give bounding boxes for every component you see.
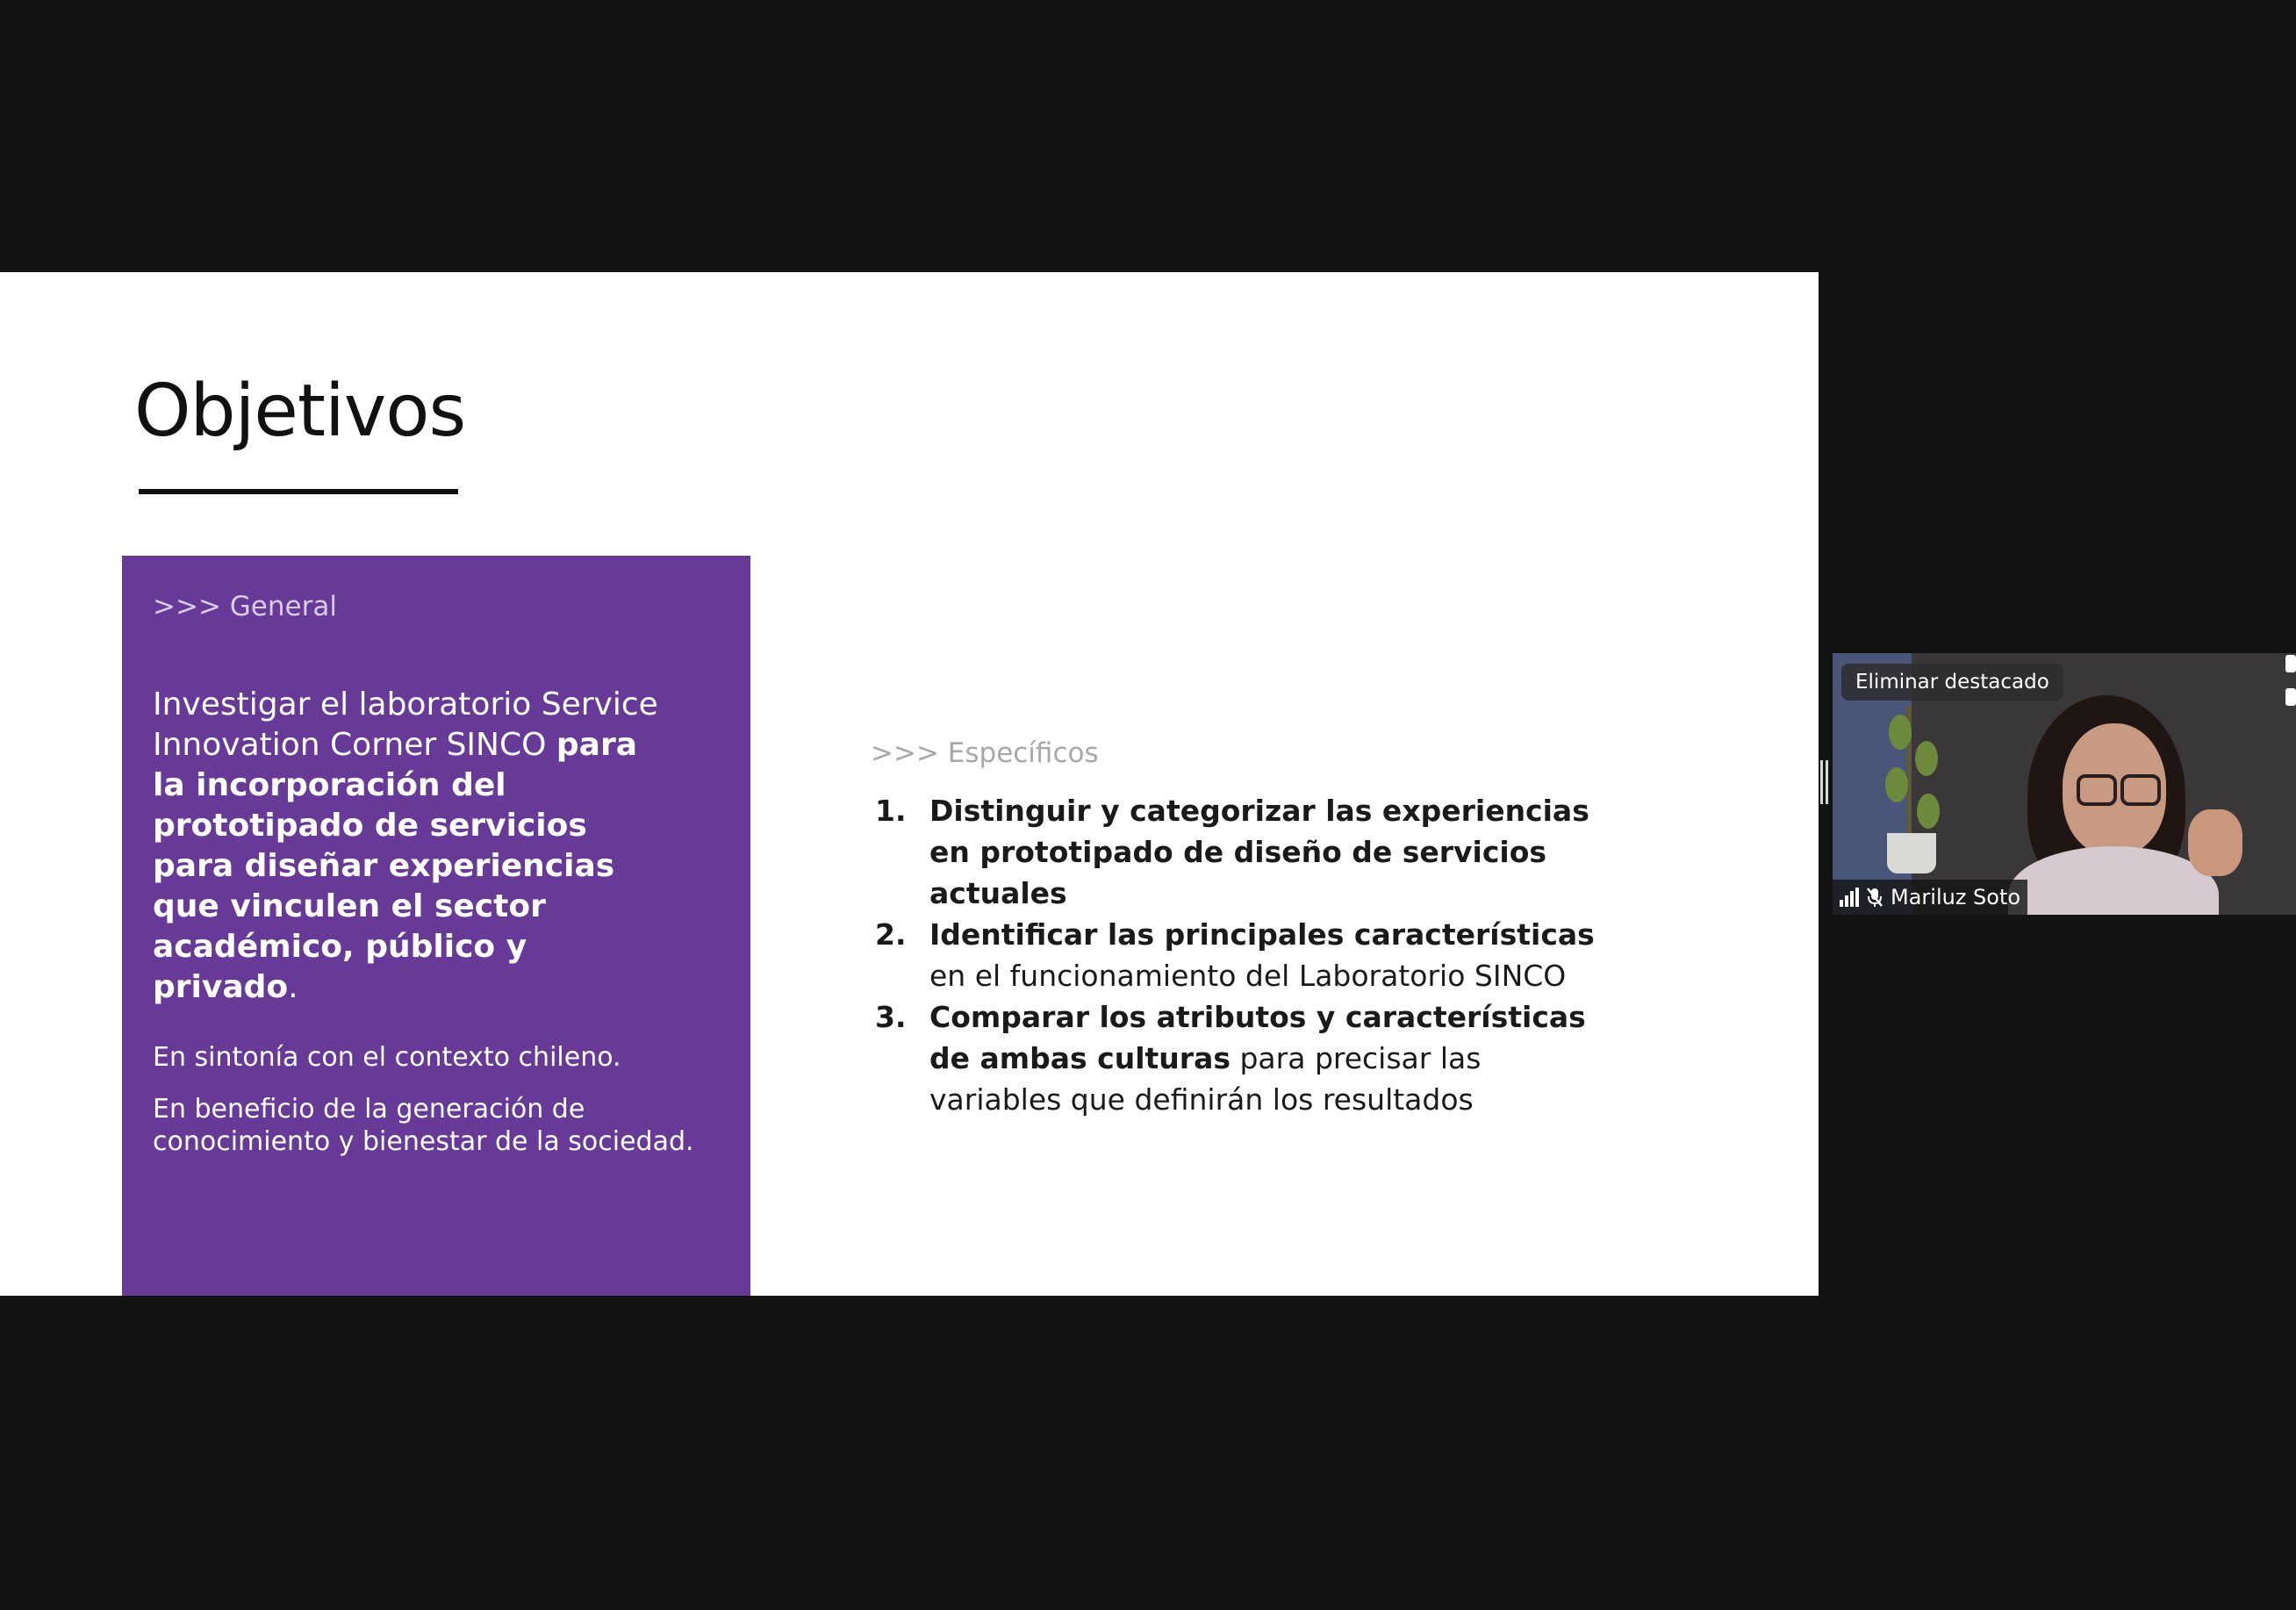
participant-video-tile[interactable] xyxy=(1833,653,2296,915)
general-objective-text xyxy=(153,685,662,1008)
list-item-rest: en el funcionamiento del Laboratorio SINCO xyxy=(929,959,1567,993)
plant-leaf xyxy=(1915,741,1938,776)
remove-spotlight-button[interactable]: Eliminar destacado xyxy=(1841,664,2063,701)
plant-leaf xyxy=(1889,715,1912,750)
general-note-context: En sintonía con el contexto chileno. xyxy=(153,1042,621,1073)
edge-indicator xyxy=(2285,655,2296,711)
participant-name-bar xyxy=(1833,880,2027,915)
general-label: >>> General xyxy=(153,591,337,622)
general-objective-panel xyxy=(122,556,750,1296)
signal-strength-icon xyxy=(1840,888,1859,907)
list-item xyxy=(869,996,1615,1120)
specific-label: >>> Específicos xyxy=(871,737,1099,769)
plant-leaf xyxy=(1917,794,1940,829)
specific-objectives-list xyxy=(869,790,1615,1120)
panel-resize-handle[interactable] xyxy=(1820,760,1829,804)
glasses-right-lens xyxy=(2120,774,2161,806)
list-item-bold: Identificar las principales características xyxy=(929,917,1595,952)
list-item xyxy=(869,914,1615,996)
slide-title: Objetivos xyxy=(134,370,466,453)
title-underline xyxy=(139,489,458,494)
shared-slide xyxy=(0,272,1819,1296)
general-objective-bold: para la incorporación del prototipado de servicios para diseñar experiencias que vinculen el sector académico, público y privado xyxy=(153,727,638,1005)
glasses-left-lens xyxy=(2077,774,2117,806)
general-note-benefit: En beneficio de la generación de conocimiento y bienestar de la sociedad. xyxy=(153,1094,694,1157)
participant-hand xyxy=(2188,809,2242,876)
list-item xyxy=(869,790,1615,914)
list-item-bold: Comparar los atributos y características de ambas culturas xyxy=(929,1000,1586,1075)
general-objective-lead: Investigar el laboratorio Service Innovation Corner SINCO xyxy=(153,686,658,763)
list-item-bold: Distinguir y categorizar las experiencias en prototipado de diseño de servicios actuales xyxy=(929,794,1589,910)
general-objective-end: . xyxy=(288,969,298,1005)
participant-name: Mariluz Soto xyxy=(1891,885,2021,909)
plant-leaf xyxy=(1885,767,1908,802)
list-item-number: 3. xyxy=(875,1000,907,1034)
list-item-number: 1. xyxy=(875,794,907,828)
list-item-rest: para precisar las variables que definirán los resultados xyxy=(929,1041,1482,1117)
muted-mic-icon xyxy=(1866,887,1883,908)
list-item-number: 2. xyxy=(875,917,907,952)
plant-pot xyxy=(1887,833,1936,873)
